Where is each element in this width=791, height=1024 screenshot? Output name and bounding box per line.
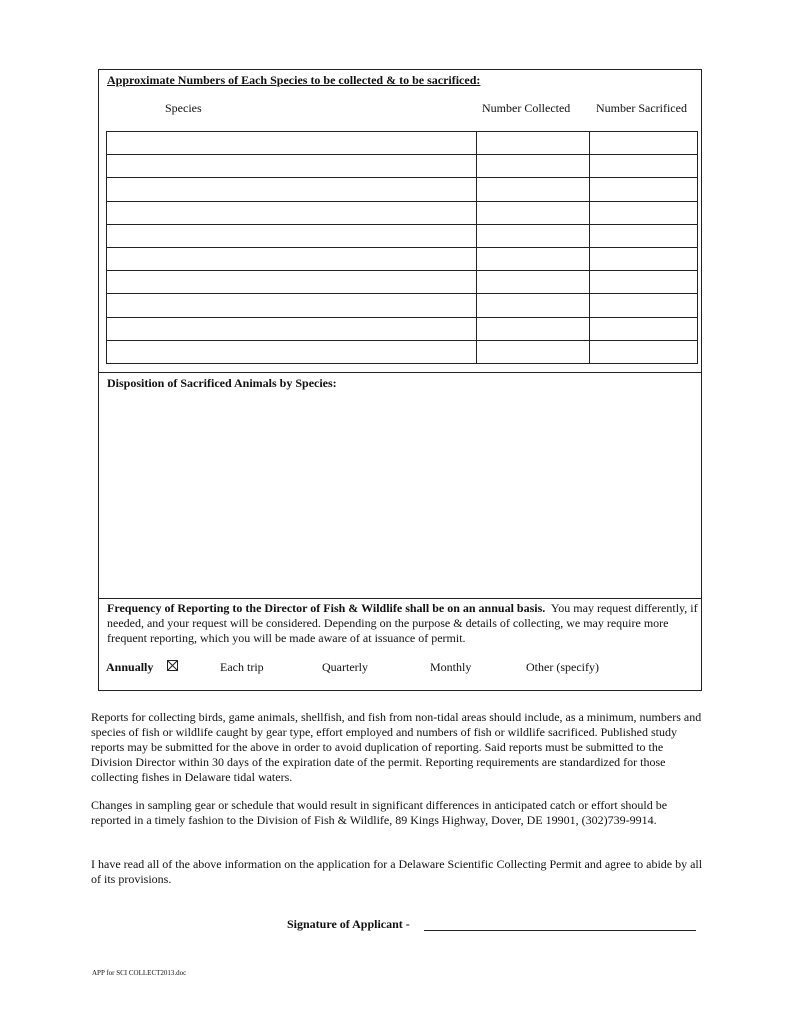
number-collected-cell[interactable] [477, 340, 590, 363]
section-divider [99, 598, 701, 599]
column-header-species: Species [165, 101, 202, 115]
number-collected-cell[interactable] [477, 317, 590, 340]
number-sacrificed-cell[interactable] [590, 294, 698, 317]
species-cell[interactable] [107, 294, 477, 317]
disposition-section-title: Disposition of Sacrificed Animals by Species: [107, 376, 337, 390]
species-table-row [107, 201, 698, 224]
species-cell[interactable] [107, 155, 477, 178]
number-collected-cell[interactable] [477, 271, 590, 294]
species-section-title: Approximate Numbers of Each Species to be collected & to be sacrificed: [107, 73, 481, 87]
option-each-trip[interactable]: Each trip [220, 660, 264, 674]
species-cell[interactable] [107, 247, 477, 270]
number-collected-cell[interactable] [477, 224, 590, 247]
species-table-row [107, 340, 698, 363]
number-collected-cell[interactable] [477, 132, 590, 155]
number-collected-cell[interactable] [477, 155, 590, 178]
option-quarterly[interactable]: Quarterly [322, 660, 368, 674]
species-table-row [107, 178, 698, 201]
number-sacrificed-cell[interactable] [590, 340, 698, 363]
species-table-row [107, 132, 698, 155]
species-table-row [107, 294, 698, 317]
number-sacrificed-cell[interactable] [590, 155, 698, 178]
species-table-row [107, 271, 698, 294]
frequency-bold-text: Frequency of Reporting to the Director of Fish & Wildlife shall be on an annual basis. [107, 601, 546, 615]
number-collected-cell[interactable] [477, 178, 590, 201]
species-table [106, 131, 698, 364]
number-sacrificed-cell[interactable] [590, 317, 698, 340]
option-other-specify[interactable]: Other (specify) [526, 660, 599, 674]
option-monthly[interactable]: Monthly [430, 660, 472, 674]
species-cell[interactable] [107, 224, 477, 247]
frequency-body-text: You may request differently, if needed, and your request will be considered. Depending on the purpose & details of collecting, we may require more frequent reporting, which you will be made aware of at issuance of permit. [107, 601, 698, 645]
species-table-row [107, 224, 698, 247]
column-header-number-collected: Number Collected [482, 101, 571, 115]
species-table-row [107, 317, 698, 340]
disposition-field[interactable] [107, 396, 697, 592]
changes-paragraph: Changes in sampling gear or schedule that would result in significant differences in anticipated catch or effort should be reported in a timely fashion to the Division of Fish & Wildlife, 89 Kings Highway, Dover, DE 19901, (302)739-9914. [91, 798, 668, 827]
signature-label: Signature of Applicant - [287, 917, 410, 931]
reports-paragraph: Reports for collecting birds, game animals, shellfish, and fish from non-tidal areas should include, as a minimum, numbers and species of fish or wildlife caught by gear type, effort employed and numbers of fish or wildlife sacrificed. Published study reports may be submitted for the above in order to avoid duplication of reporting. Said reports must be submitted to the Division Director within 30 days of the expiration date of the permit. Reporting requirements are standardized for those collecting fishes in Delaware tidal waters. [91, 710, 702, 784]
permit-form-box [98, 69, 702, 691]
checkmark-x-icon [168, 661, 177, 670]
number-sacrificed-cell[interactable] [590, 224, 698, 247]
species-cell[interactable] [107, 178, 477, 201]
species-table-row [107, 155, 698, 178]
species-cell[interactable] [107, 317, 477, 340]
agreement-paragraph: I have read all of the above information on the application for a Delaware Scientific Collecting Permit and agree to abide by all of its provisions. [91, 857, 703, 886]
species-table-row [107, 247, 698, 270]
section-divider [99, 372, 701, 373]
number-sacrificed-cell[interactable] [590, 201, 698, 224]
number-collected-cell[interactable] [477, 201, 590, 224]
species-cell[interactable] [107, 201, 477, 224]
number-sacrificed-cell[interactable] [590, 132, 698, 155]
number-collected-cell[interactable] [477, 247, 590, 270]
species-cell[interactable] [107, 132, 477, 155]
column-header-number-sacrificed: Number Sacrificed [596, 101, 687, 115]
annually-checkbox[interactable] [167, 660, 178, 671]
species-cell[interactable] [107, 271, 477, 294]
number-sacrificed-cell[interactable] [590, 271, 698, 294]
option-annually-label: Annually [106, 660, 154, 674]
footer-doc-name: APP for SCI COLLECT2013.doc [92, 969, 187, 977]
number-sacrificed-cell[interactable] [590, 178, 698, 201]
number-sacrificed-cell[interactable] [590, 247, 698, 270]
species-cell[interactable] [107, 340, 477, 363]
signature-line[interactable] [424, 930, 696, 931]
frequency-text [107, 601, 699, 646]
number-collected-cell[interactable] [477, 294, 590, 317]
